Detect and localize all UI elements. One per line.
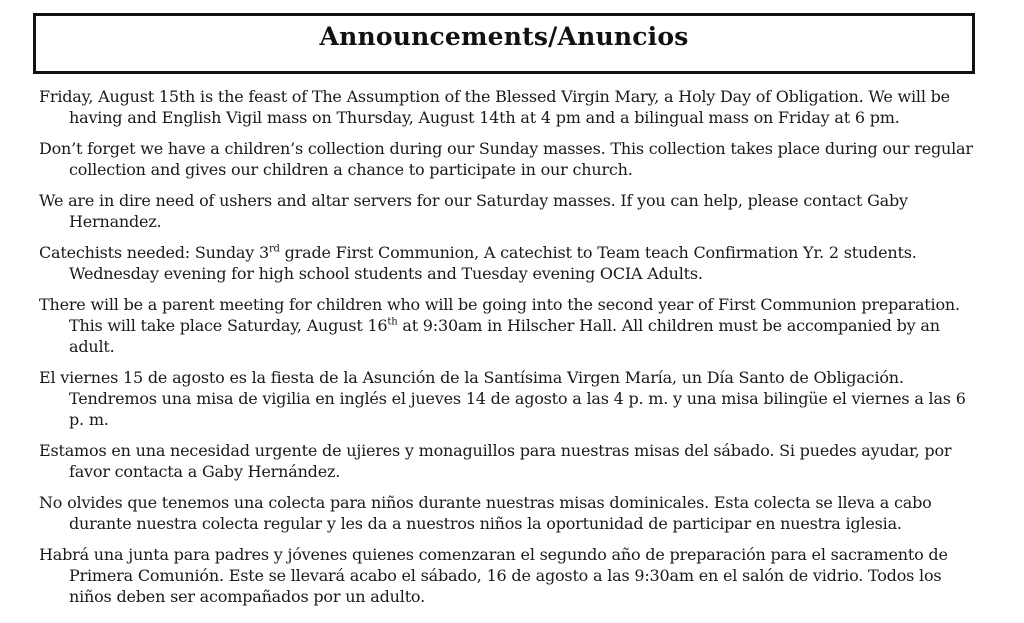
announcement-parent-meeting-en [39,294,974,357]
announcements-header-box [33,13,975,74]
announcement-assumption-en: Friday, August 15th is the feast of The Assumption of the Blessed Virgin Mary, a Holy Day of Obligation. We will be having and English Vigil mass on Thursday, August 14th at 4 pm and a bilingual mass on Friday at 6 pm. [39,87,950,127]
announcement-ushers-es: Estamos en una necesidad urgente de ujieres y monaguillos para nuestras misas del sábado. Si puedes ayudar, por favor contacta a Gaby Hernández. [39,441,952,481]
announcement-parent-meeting-es: Habrá una junta para padres y jóvenes quienes comenzaran el segundo año de preparación para el sacramento de Primera Comunión. Este se llevará acabo el sábado, 16 de agosto a las 9:30am en el salón de vidrio. Todos los niños deben ser acompañados por un adulto. [39,545,948,606]
catechists-text-start: Catechists needed: Sunday 3 [39,243,269,262]
page-title: Announcements/Anuncios [319,22,689,51]
catechists-text-end: grade First Communion, A catechist to Team teach Confirmation Yr. 2 students. Wednesday evening for high school students and Tuesday evening OCIA Adults. [69,243,917,283]
announcements-list [39,86,974,617]
announcement-ushers-en: We are in dire need of ushers and altar servers for our Saturday masses. If you can help, please contact Gaby Hernandez. [39,191,908,231]
parent-meeting-text-start: There will be a parent meeting for children who will be going into the second year of First Communion preparation. This will take place Saturday, August 16 [39,295,960,335]
announcement-assumption-es: El viernes 15 de agosto es la fiesta de la Asunción de la Santísima Virgen María, un Día Santo de Obligación. Tendremos una misa de vigilia en inglés el jueves 14 de agosto a las 4 p. m. y una misa bilingüe el viernes a las 6 p. m. [39,368,966,429]
catechists-ordinal-suffix: rd [268,243,280,255]
announcement-childrens-collection-en: Don’t forget we have a children’s collection during our Sunday masses. This collection takes place during our regular collection and gives our children a chance to participate in our church. [39,139,973,179]
parent-meeting-ordinal-suffix: th [387,316,398,328]
parent-meeting-text-end: at 9:30am in Hilscher Hall. All children must be accompanied by an adult. [69,316,940,356]
announcement-catechists-en [39,242,974,284]
announcement-childrens-collection-es: No olvides que tenemos una colecta para niños durante nuestras misas dominicales. Esta colecta se lleva a cabo durante nuestra colecta regular y les da a nuestros niños la oportunidad de participar en nuestra iglesia. [39,493,932,533]
